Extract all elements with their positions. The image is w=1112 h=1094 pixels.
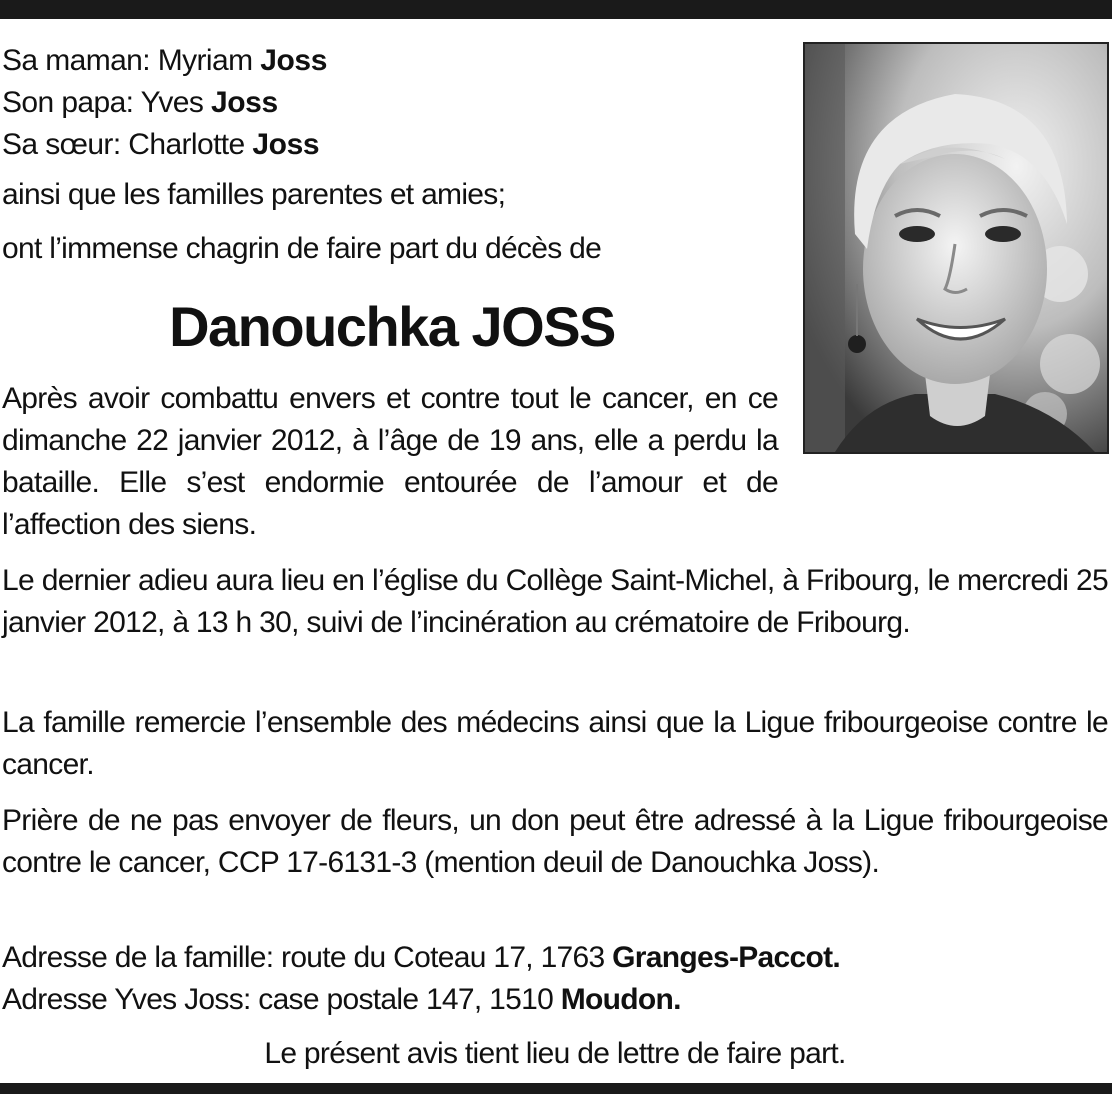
paragraph-ceremony: Le dernier adieu aura lieu en l’église du Collège Saint-Michel, à Fribourg, le mercredi 25 janvier 2012, à 13 h 30, suivi de l’incinération au crématoire de Fribourg. xyxy=(2,564,1108,639)
paragraph-flowers: Prière de ne pas envoyer de fleurs, un don peut être adressé à la Ligue fribourgeoise contre le cancer, CCP 17-6131-3 (mention deuil de Danouchka Joss). xyxy=(2,804,1108,879)
portrait-illustration xyxy=(805,44,1107,452)
deceased-name: Danouchka JOSS xyxy=(169,295,615,358)
address-father: Adresse Yves Joss: case postale 147, 1510 Moudon. xyxy=(2,983,681,1016)
family-member-sister: Sa sœur: Charlotte Joss xyxy=(2,128,320,161)
closing-note: Le présent avis tient lieu de lettre de faire part. xyxy=(264,1037,846,1070)
portrait-photo xyxy=(803,42,1109,454)
family-member-father: Son papa: Yves Joss xyxy=(2,86,278,119)
intro-families: ainsi que les familles parentes et amies; xyxy=(2,178,506,211)
top-rule xyxy=(0,0,1112,19)
family-member-mother: Sa maman: Myriam Joss xyxy=(2,44,327,77)
address-family: Adresse de la famille: route du Coteau 17, 1763 Granges-Paccot. xyxy=(2,941,841,974)
intro-announcement: ont l’immense chagrin de faire part du décès de xyxy=(2,232,602,265)
paragraph-fight: Après avoir combattu envers et contre tout le cancer, en ce dimanche 22 janvier 2012, à l’âge de 19 ans, elle a perdu la bataille. Elle s’est endormie entourée de l’amour et de l’affection des siens. xyxy=(2,382,778,541)
bottom-rule xyxy=(0,1083,1112,1094)
paragraph-thanks: La famille remercie l’ensemble des médecins ainsi que la Ligue fribourgeoise contre le cancer. xyxy=(2,706,1108,781)
